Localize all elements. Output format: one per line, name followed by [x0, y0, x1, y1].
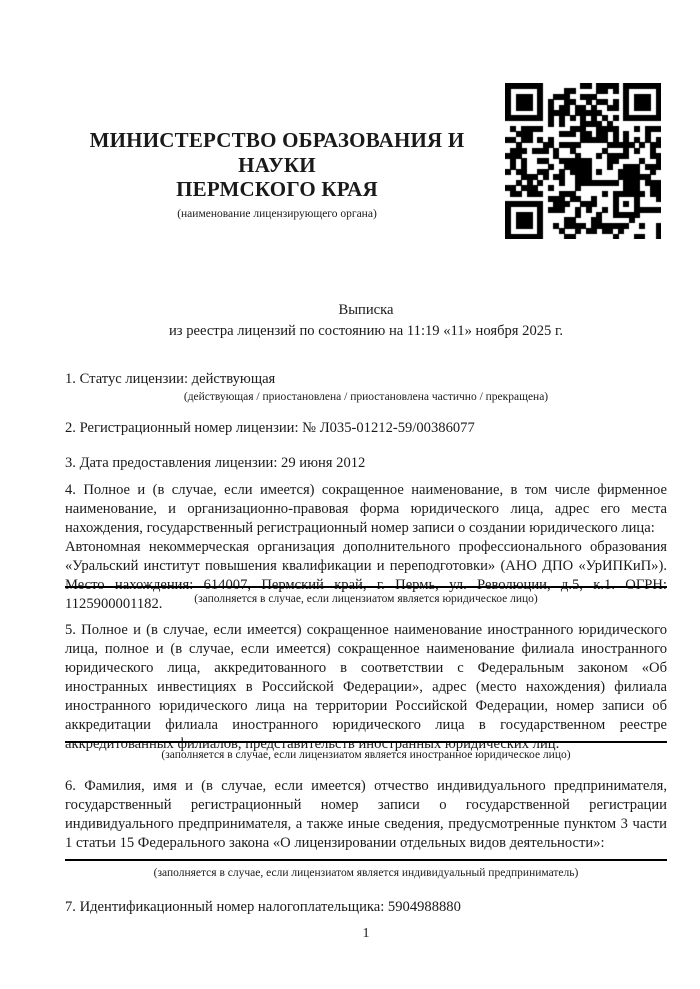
foreign-entity-note: (заполняется в случае, если лицензиатом является иностранное юридическое лицо)	[161, 749, 571, 761]
license-status-options-note: (действующая / приостановлена / приостановлена частично / прекращена)	[183, 391, 549, 403]
registration-number-item: 2. Регистрационный номер лицензии: № Л035-01212-59/00386077	[65, 420, 475, 436]
ministry-name-line2: ПЕРМСКОГО КРАЯ	[176, 177, 378, 201]
legal-entity-question: 4. Полное и (в случае, если имеется) сокращенное наименование, в том числе фирменное наименование, и организационно-правовая форма юридического лица, адрес его места нахождения, государственный регистрационный номер записи о создании юридического лица:	[65, 482, 667, 536]
fill-line	[65, 586, 667, 588]
ministry-name-line1: МИНИСТЕРСТВО ОБРАЗОВАНИЯ И НАУКИ	[89, 128, 465, 177]
page-number: 1	[362, 926, 370, 941]
title-line2: из реестра лицензий по состоянию на 11:19 «11» ноября 2025 г.	[168, 323, 563, 339]
grant-date-item: 3. Дата предоставления лицензии: 29 июня 2012	[65, 455, 366, 471]
ministry-name	[65, 128, 489, 202]
taxpayer-id-item: 7. Идентификационный номер налогоплательщика: 5904988880	[65, 899, 461, 915]
entrepreneur-item: 6. Фамилия, имя и (в случае, если имеется) отчество индивидуального предпринимателя, государственный регистрационный номер записи о государственной регистрации индивидуального предпринимателя, а также иные сведения, предусмотренные пунктом 3 части 1 статьи 15 Федерального закона «О лицензировании отдельных видов деятельности»:	[65, 778, 667, 851]
legal-entity-fill-section	[65, 586, 667, 606]
licensing-authority-header	[65, 128, 489, 221]
foreign-entity-item: 5. Полное и (в случае, если имеется) сокращенное наименование иностранного юридического лица, полное и (в случае, если имеется) сокращенное наименование филиала иностранного юридического лица, аккредитованного в соответствии с Федеральным законом «Об иностранных инвестициях в Российской Федерации», адрес (место нахождения) филиала иностранного юридического лица на территории Российской Федерации, номер записи об аккредитации филиала иностранного юридического лица в государственном реестре аккредитованных филиалов, представительств иностранных юридических лиц:	[65, 622, 667, 752]
title-line1: Выписка	[338, 302, 394, 318]
legal-entity-value: Автономная некоммерческая организация дополнительного профессионального образования «Уральский институт повышения квалификации и переподготовки» (АНО ДПО «УрИПКиП»). Место нахождения: 614007, Пермский край, г. Пермь, ул. Революции, д.5, к.1. ОГРН: 1125900001182.	[65, 539, 667, 612]
foreign-entity-fill-section	[65, 741, 667, 762]
document-title	[65, 300, 667, 342]
entrepreneur-note: (заполняется в случае, если лицензиатом является индивидуальный предприниматель)	[153, 867, 579, 879]
ministry-note: (наименование лицензирующего органа)	[177, 207, 377, 220]
entrepreneur-fill-section	[65, 859, 667, 880]
qr-code-icon	[505, 83, 661, 239]
license-status-text: 1. Статус лицензии: действующая	[65, 371, 276, 387]
legal-entity-note: (заполняется в случае, если лицензиатом является юридическое лицо)	[194, 593, 538, 605]
license-status-item	[65, 370, 667, 404]
fill-line	[65, 741, 667, 743]
fill-line	[65, 859, 667, 861]
